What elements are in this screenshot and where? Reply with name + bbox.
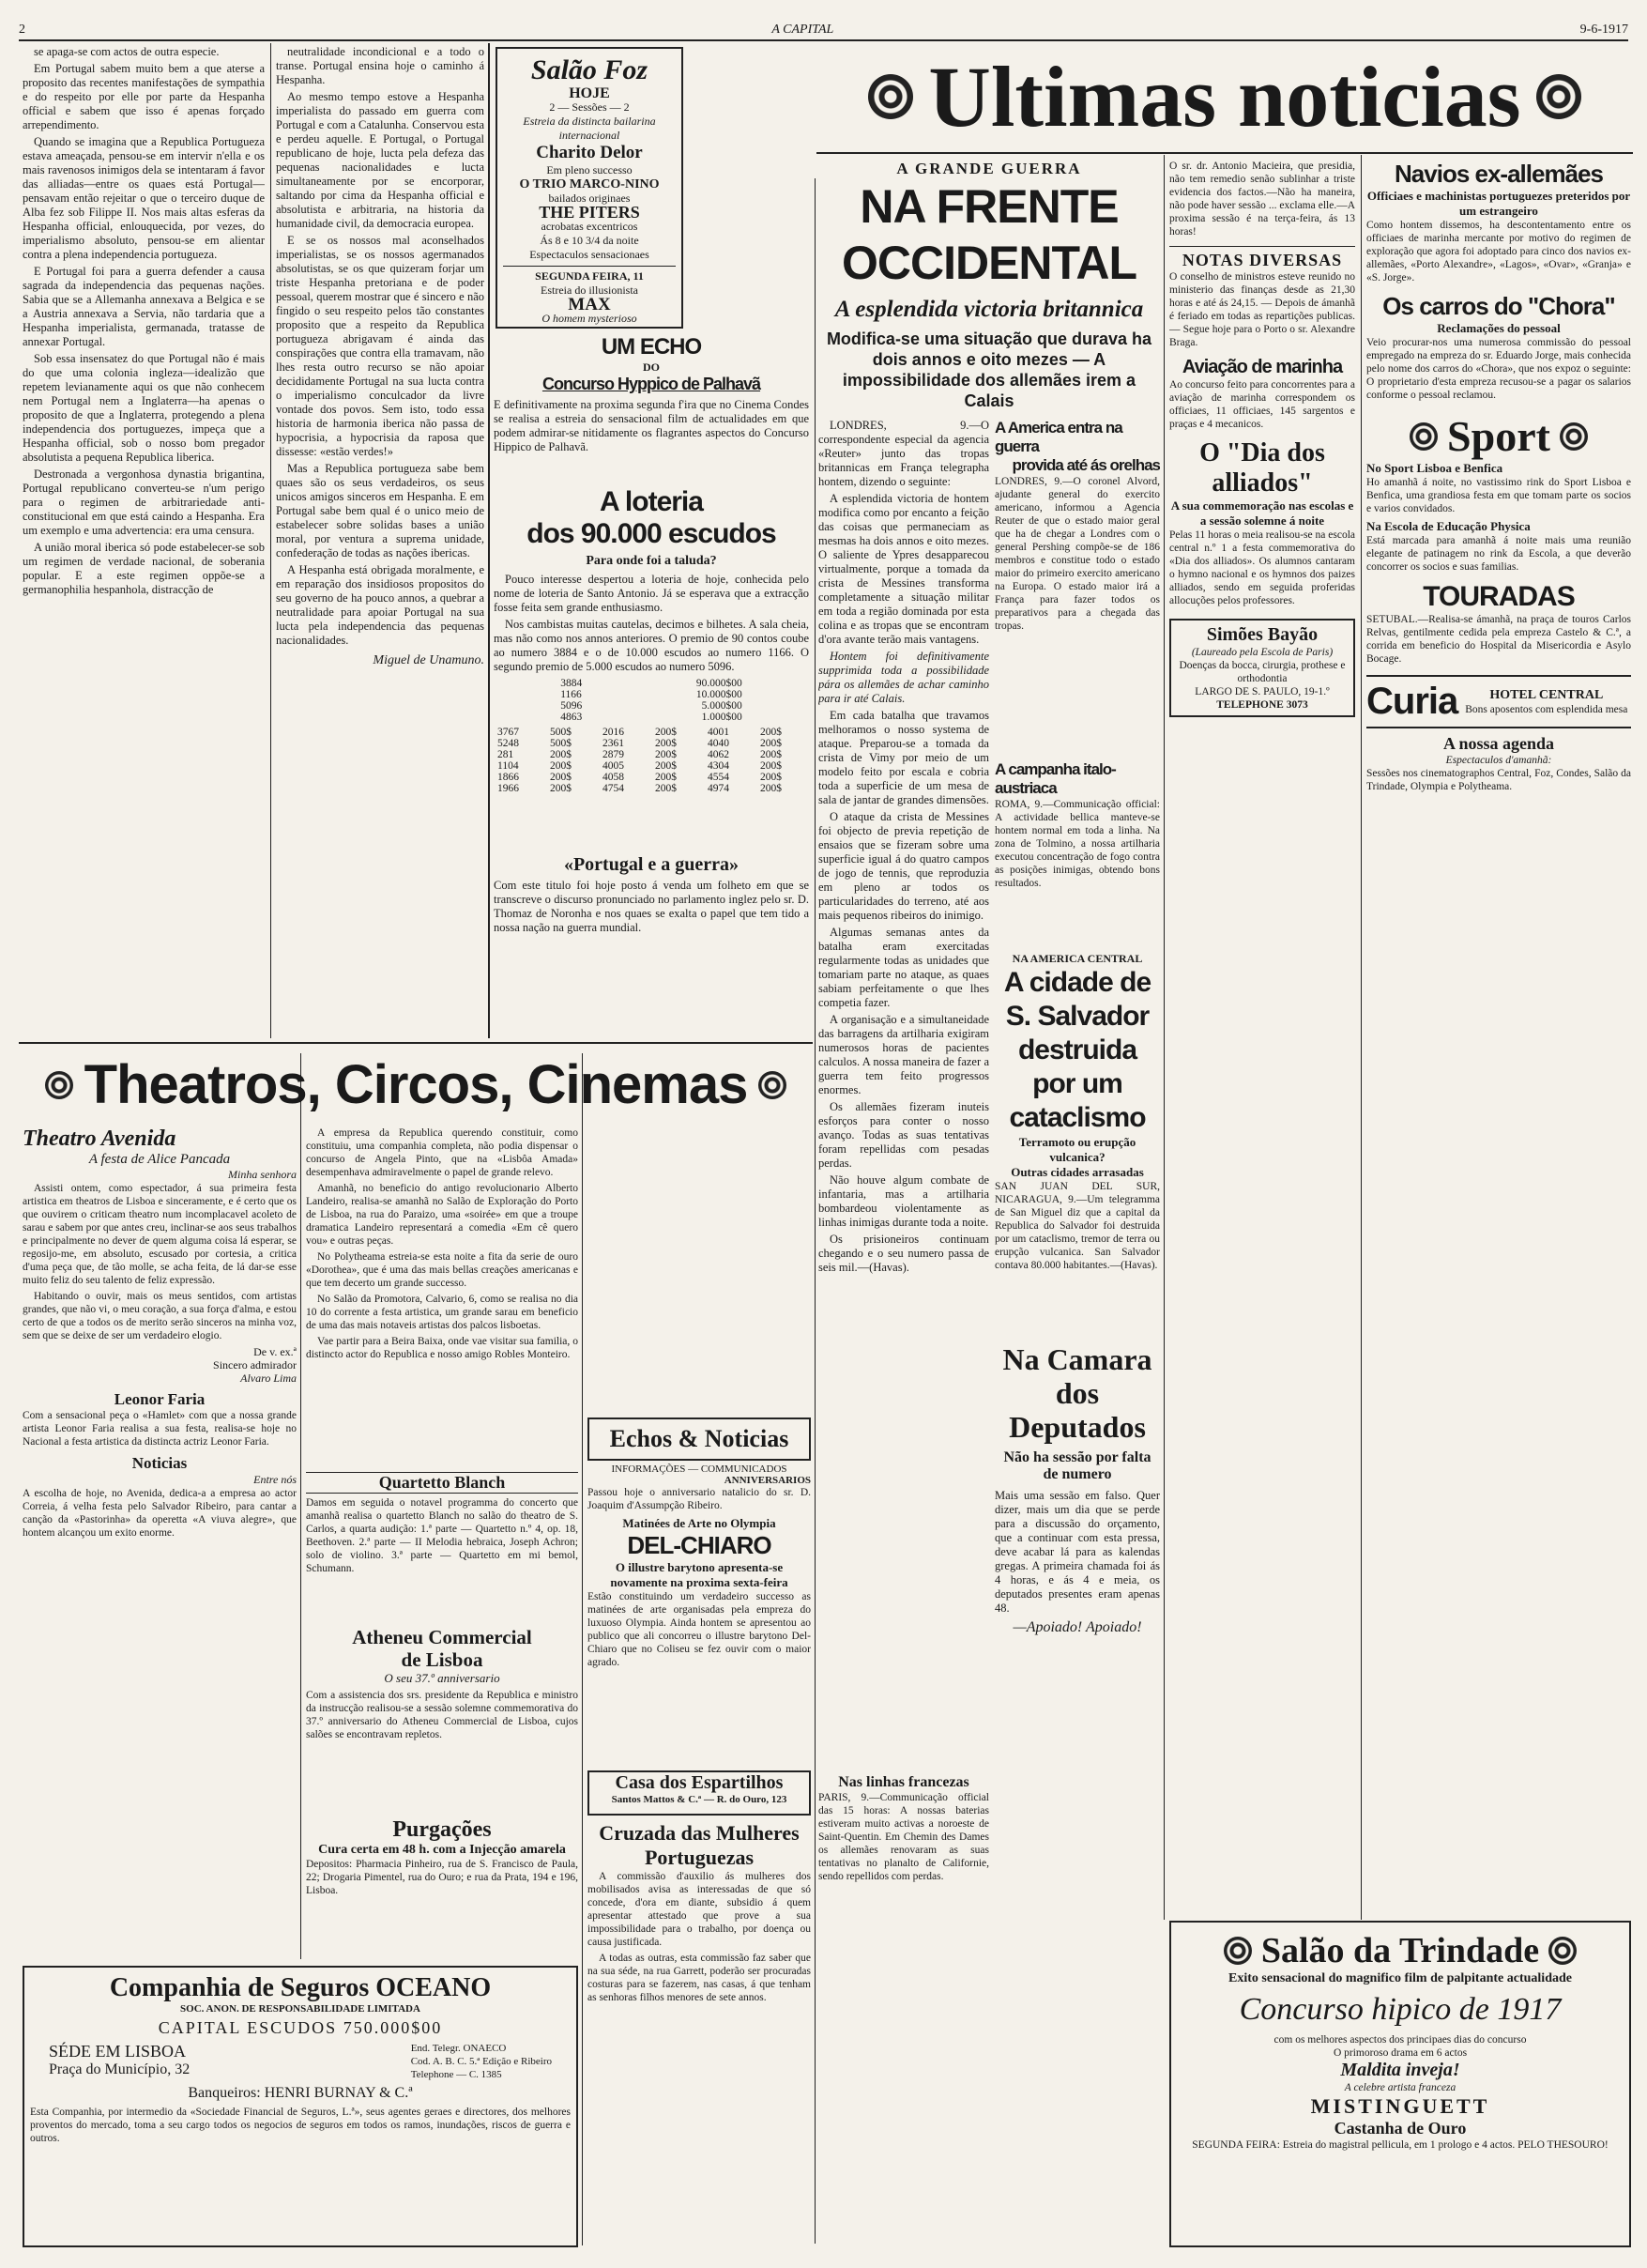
ecos-noticias	[587, 1418, 811, 1765]
article-body: LONDRES, 9.—O coronel Alvord, ajudante general do exercito americano, informou a Agencia Reuter de que o estado maior geral que ha de chegar a Londres com o general Pershing compõe-se de 186 membros e constitue todo o estado maior do primeiro exercito americano na Europa. O estado maior irá a França para fazer todos os preparativos para a chegada das tropas.	[995, 476, 1160, 632]
guerra-headline	[818, 160, 1160, 413]
article-body: SAN JUAN DEL SUR, NICARAGUA, 9.—Um telegramma de San Miguel diz que a capital da Republica do Salvador foi destruida por um cataclismo, tremor de terra ou erupção vulcanica. San Salvador contava 80.000 habitantes.—(Havas).	[995, 1181, 1160, 1271]
table-row	[557, 700, 746, 712]
paragraph: No Salão da Promotora, Calvario, 6, como se realisa no dia 10 do corrente a festa artistica, um grande sarau em beneficio de uma das mais notaveis artistas dos palcos lisboetas.	[306, 1294, 578, 1331]
paragraph: E Portugal foi para a guerra defender a causa sagrada da independencia das pequenas nações. Sabia que se a Allemanha annexava a Belgica e se a Austria annexava a Servia, não tardaria que a Hespanha imperialista, germanada, tratasse de annexar Portugal.	[23, 265, 265, 348]
headline: A GRANDE GUERRA	[896, 160, 1082, 177]
article-subtitle: Na Escola de Educação Physica	[1366, 519, 1531, 533]
article-body: Ho amanhã á noite, no vastissimo rink do Sport Lisboa e Benfica, uma grandiosa festa em que tomam parte os socios e varios convidados.	[1366, 477, 1631, 514]
ad-text: Depositos: Pharmacia Pinheiro, rua de S. Francisco de Paula, 22; Drogaria Pimentel, rua do Ouro; e rua da Prata, 194 e 196, Lisboa.	[306, 1859, 578, 1896]
oceano-ad	[23, 1966, 578, 2247]
ad-artist: O TRIO MARCO-NINO	[519, 177, 660, 192]
headline: NA FRENTE OCCIDENTAL	[841, 180, 1137, 289]
article-title: Theatro Avenida	[23, 1126, 176, 1151]
ad-text: Cod. A. B. C. 5.ª Edição e Ribeiro	[410, 2056, 552, 2067]
article-subtitle: Terramoto ou erupção vulcanica?	[1018, 1135, 1136, 1164]
ornament-icon	[1410, 422, 1438, 451]
lottery-main-table	[557, 678, 746, 723]
ad-text: com os melhores aspectos dos principaes dias do concurso	[1273, 2034, 1527, 2046]
paper-name: A CAPITAL	[771, 23, 834, 37]
article-title: Noticias	[131, 1454, 188, 1472]
ad-text: SÉDE EM LISBOA	[49, 2042, 187, 2061]
table-cell: 200$	[550, 783, 572, 794]
table-cell: 2879	[602, 749, 624, 760]
salutation: Minha senhora	[228, 1168, 297, 1181]
article-body: Damos em seguida o notavel programma do concerto que amanhã realisa o quartetto Blanch no salão do theatro de S. Carlos, a quarta audição: 1.ª parte — Quartetto n.º 4, op. 18, Beethoven. 2.ª parte — II Melodia hebraica, Joseph Achron; solo de violino. 3.ª parte — Quartetto em mi bemol, Schumann.	[306, 1497, 578, 1574]
table-cell: 4554	[708, 772, 729, 783]
ad-text: Estreia do illusionista	[541, 284, 638, 297]
article-body: Passou hoje o anniversario natalicio do sr. D. Joaquim d'Assumpção Ribeiro.	[587, 1487, 811, 1511]
ad-text: SOC. ANON. DE RESPONSABILIDADE LIMITADA	[180, 2003, 420, 2015]
article-body: Ao concurso feito para concorrentes para a aviação de marinha correspondem os officiaes, 11 officiaes, 145 sargentos e praças e 4 mecanicos.	[1169, 379, 1355, 430]
article-title: A loteria	[600, 486, 703, 517]
article-body: Veio procurar-nos uma numerosa commissão do pessoal empregado na empreza do sr. Eduardo Jorge, mais conhecida pelo nome dos carros do «Chora», que nos expoz o seguinte: O proprietario d'esta empreza recusou-se a pagar os salarios conforme o pessoal reclamou.	[1366, 337, 1631, 401]
article-subtitle: Outras cidades arrasadas	[1011, 1165, 1144, 1179]
paragraph: A commissão d'auxilio ás mulheres dos mobilisados avisa as interessadas de que só concede, d'ora em diante, subsidio á quem apresentar attestado que prove a sua impossibilidade para o trabalho, por doença ou causa justificada.	[587, 1871, 811, 1948]
ad-text: Exito sensacional do magnifico film de palpitante actualidade	[1228, 1971, 1572, 1985]
ad-artist: MISTINGUETT	[1310, 2094, 1490, 2118]
table-cell: 4863	[560, 712, 583, 723]
paragraph: Habitando o ouvir, mais os meus sentidos, com artistas grandes, que não vi, o meu coração, a sua força d'alma, e estou certo de que a todos os de merito serão sinceros na minha voz, sem que se deixe de ser um verdadeiro elogio.	[23, 1291, 297, 1341]
article-body: SETUBAL.—Realisa-se ámanhã, na praça de touros Carlos Relvas, gentilmente cedida pela empreza Castelo & C.ª, a corrida em beneficio do Hospital da Misericordia e Asylo Bocage.	[1366, 614, 1631, 665]
ornament-icon	[1536, 74, 1581, 119]
article-title: TOURADAS	[1423, 581, 1575, 612]
article-subtitle: O seu 37.º anniversario	[384, 1671, 500, 1685]
paragraph: Vae partir para a Beira Baixa, onde vae visitar sua familia, o distincto actor do Republica e nosso amigo Robles Monteiro.	[306, 1336, 578, 1360]
article-title: DO	[643, 360, 660, 374]
quartetto-article	[306, 1472, 578, 1622]
ad-artist: THE PITERS	[539, 203, 640, 222]
article-title: Portuguezas	[644, 1846, 755, 1869]
section-title: Sport	[1447, 412, 1550, 460]
table-cell: 1104	[497, 760, 519, 772]
headline-sub: Modifica-se uma situação que durava ha dois annos e oito mezes — A impossibilidade dos allemães irem a Calais	[826, 329, 1152, 410]
ad-text: LARGO DE S. PAULO, 19-1.º	[1195, 686, 1330, 697]
signature-line: Alvaro Lima	[240, 1372, 297, 1385]
ad-text: Ás 8 e 10 3/4 da noite	[540, 234, 639, 247]
ad-text: acrobatas excentricos	[541, 220, 638, 233]
page-number: 2	[19, 23, 25, 37]
theatros-notes	[306, 1126, 578, 1464]
ornament-icon	[1224, 1937, 1252, 1965]
italo-article	[995, 760, 1160, 948]
article-title: de Lisboa	[401, 1648, 483, 1671]
article-title: NOTAS DIVERSAS	[1169, 246, 1355, 270]
paragraph: Pouco interesse despertou a loteria de hoje, conhecida pelo nome de loteria de Santo Antonio. Já se esperava que a extracção fosse feita sem grande enthusiasmo.	[494, 573, 809, 614]
table-cell: 5096	[560, 700, 583, 712]
salvador-article	[995, 952, 1160, 1337]
article-subtitle: O illustre barytono apresenta-se novamente na proxima sexta-feira	[610, 1560, 788, 1589]
paragraph: Destronada a vergonhosa dynastia brigantina, Portugal republicano converteu-se n'um perigo para o regimen de arbitrariedade anti-constitucional em que está caindo a Hespanha. Era um exemplo e uma advertencia: era uma censura.	[23, 467, 265, 537]
ad-text: HOTEL CENTRAL	[1489, 687, 1604, 702]
signature-line: De v. ex.ª	[253, 1345, 297, 1358]
ad-title: Purgações	[392, 1817, 492, 1842]
ad-text: 2 — Sessões — 2	[549, 100, 630, 114]
article-body: Com a sensacional peça o «Hamlet» com que a nossa grande artista Leonor Faria realisa a sua festa, realisa-se hoje no Nacional a festa artistica da distincta actriz Leonor Faria.	[23, 1410, 297, 1448]
ad-text: A celebre artista franceza	[1344, 2082, 1456, 2093]
ad-text: SEGUNDA FEIRA: Estreia do magistral pellicula, em 1 prologo e 4 actos. PELO THESOURO!	[1192, 2139, 1609, 2151]
lottery-minor-table	[494, 727, 809, 794]
paragraph: Mas a Republica portugueza sabe bem quaes são os seus verdadeiros, os seus unicos amigos sinceros em Hespanha. E em Portugal sabe bem qual é o unico meio de estabelecer sobre solidas bases a união moral, por ventura a suprema unidade, confederação de todas as nações ibericas.	[276, 462, 484, 559]
section-title: Echos & Noticias	[587, 1418, 811, 1461]
article-body: Está marcada para amanhã á noite mais uma reunião elegante de patinagem no rink da Escola, a que deverão concorrer os socios e suas familias.	[1366, 535, 1631, 573]
paragraph: A todas as outras, esta commissão faz saber que na sua séde, na rua Garrett, poderão ser procuradas costuras para se fazerem, nas casas, á que tenham as senhoras filhos menores de sete annos.	[587, 1953, 811, 2003]
article-subtitle: Officiaes e machinistas portuguezes preteridos por um estrangeiro	[1366, 189, 1631, 218]
trindade-header	[1179, 1930, 1622, 1971]
article-title: provida até ás orelhas	[1012, 456, 1160, 474]
table-cell: 2361	[602, 738, 624, 749]
table-cell: 5248	[497, 738, 519, 749]
paragraph: A Hespanha está obrigada moralmente, e em reparação dos insidiosos propositos do seu governo de ha pouco annos, a quebrar a neutralidade para apoiar Portugal na sua lucta pela independencia das pequenas nacionalidades.	[276, 563, 484, 647]
signature-line: Sincero admirador	[213, 1358, 297, 1372]
ad-hoje: HOJE	[569, 85, 610, 101]
column-rule	[1361, 155, 1362, 1920]
article-body: ROMA, 9.—Communicação official: A actividade bellica manteve-se hontem normal em toda a linha. Na zona de Tolmino, a nossa artilharia executou concentração de fogo contra as posições inimigas, obtendo bons resultados.	[995, 799, 1160, 889]
ad-text: Cura certa em 48 h. com a Injecção amarela	[318, 1843, 566, 1857]
ad-text: SEGUNDA FEIRA, 11	[503, 266, 676, 284]
camara-article	[995, 1342, 1160, 2244]
article-title: ANNIVERSARIOS	[724, 1475, 811, 1486]
article-title: Na Camara	[1002, 1342, 1152, 1376]
table-cell: 200$	[550, 749, 572, 760]
paragraph: A esplendida victoria de hontem modifica como por encanto a feição das coisas que permaneciam as mesmas ha dois annos e oito mezes. O saliente de Ypres desapparecou virtualmente, porque a tomada da crista de Messines transforma completamente a situação militar em toda a região dominada por esta colina e as tropas que se encontram d'ora avante terão mais vantagens.	[818, 492, 989, 646]
table-cell: 4001	[708, 727, 729, 738]
column-rule	[1164, 155, 1165, 1920]
table-cell: 1166	[560, 689, 582, 700]
article-title: Atheneu Commercial	[352, 1626, 532, 1648]
atheneu-article	[306, 1626, 578, 1814]
table-cell: 3767	[497, 727, 519, 738]
article-title: DEL-CHIARO	[627, 1531, 771, 1559]
article-subtitle: A sua commemoração nas escolas e a sessão solemne á noite	[1170, 498, 1354, 528]
paragraph: se apaga-se com actos de outra especie.	[34, 45, 220, 58]
ad-title: Salão da Trindade	[1260, 1931, 1540, 1970]
ad-text: Bons aposentos com esplendida mesa	[1465, 703, 1628, 715]
table-cell: 200$	[760, 783, 782, 794]
table-row	[557, 689, 746, 700]
article-title: Aviação de marinha	[1182, 357, 1343, 377]
paragraph: E se os nossos mal aconselhados imperialistas, se os nossos agermanados absolutistas, se os que quizeram forjar um triste Hespanha pretoriana e de poder pessoal, querem mostrar que é sincero e não fingido o seu respeito pelos tão constantes proposito que a respeito da Republica portugueza abrigavam é ainda das conspirações que contra ella tramavam, não lhes resta outro recurso se não apoiar decididamente Portugal na sua lucta contra o imperialismo conculcador da livre vontade dos povos. Sem isto, todo essa historia de harmonia iberica não passa de hypocrisia, a hypocrisia da raposa que dissesse: «estão verdes!»	[276, 234, 484, 458]
article-title: Os carros do "Chora"	[1382, 292, 1615, 320]
page-header	[19, 21, 1628, 41]
section-title: Theatros, Circos, Cinemas	[84, 1054, 748, 1115]
table-cell: 5.000$00	[701, 700, 742, 712]
article-body: Mais uma sessão em falso. Quer dizer, mais um dia que se perde para a discussão do orçamento, que a continuar com esta pressa, deve acabar lá para as kalendas gregas. A primeira chamada foi ás 4 horas, e ás 4 e meia, os deputados presentes eram apenas 48.	[995, 1489, 1160, 1615]
table-cell: 200$	[655, 760, 677, 772]
article-subtitle: Entre nós	[253, 1473, 297, 1486]
article-subtitle: Reclamações do pessoal	[1437, 321, 1561, 335]
ad-text: CAPITAL ESCUDOS 750.000$00	[158, 2018, 443, 2037]
theatro-avenida-article	[23, 1126, 297, 1971]
table-row	[557, 712, 746, 723]
ad-text: TELEPHONE 3073	[1216, 699, 1308, 711]
trindade-ad	[1169, 1921, 1631, 2247]
paragraph: LONDRES, 9.—O correspondente especial da agencia «Reuter» junto das tropas britannicas em França telegrapha hontem, dizendo o seguinte:	[818, 419, 989, 488]
ornament-icon	[1560, 422, 1588, 451]
article-title: A cidade de S. Salvador destruida por um cataclismo	[1003, 967, 1151, 1133]
paragraph: Amanhã, no beneficio do antigo revolucionario Alberto Landeiro, realisa-se amanhã no Salão de Exploração do Porto de Lisboa, na rua do Paraizo, uma «soirée» em que a troupe dramatica Landeiro representará a comedia «Em cê quero vou» e outras peças.	[306, 1183, 578, 1247]
paragraph: Ao mesmo tempo estove a Hespanha imperialista do passado em guerra com Portugal e com a Catalunha. Conservou esta e perdeu aquelle. E Portugal, o Portugal republicano de hoje, lucta pela defeza das pequenas nacionalidades e lucta simultaneamente por se encorporar, saltando por cima da Hespanha official e absolutista e arbitraria, na historia da humanidade civil, da democracia europea.	[276, 90, 484, 230]
ad-title: Curia	[1366, 681, 1458, 722]
article-subtitle: Não ha sessão por falta de numero	[1003, 1449, 1151, 1482]
theatros-header	[19, 1048, 813, 1123]
table-cell: 200$	[655, 772, 677, 783]
portugal-guerra-article	[494, 854, 809, 1038]
ad-text: bailados originaes	[548, 192, 631, 205]
paragraph: No Polytheama estreia-se esta noite a fita da serie de ouro «Dorothea», que é uma das mais bellas creações americanas e que tem decerto um grande successo.	[306, 1251, 578, 1289]
ornament-icon	[45, 1071, 73, 1099]
author-signature: Miguel de Unamuno.	[373, 653, 484, 667]
table-cell: 1866	[497, 772, 519, 783]
article-title: Quartetto Blanch	[306, 1472, 578, 1494]
table-cell: 10.000$00	[695, 689, 742, 700]
article-body: E definitivamente na proxima segunda f'ira que no Cinema Condes se realisa a estreia do sensacional film de actualidades em que podem admirar-se nitidamente os flagrantes aspectos do Concurso Hippico de Palhavã.	[494, 398, 809, 453]
ad-text: Doenças da bocca, cirurgia, prothese e orthodontia	[1179, 660, 1346, 684]
article-body: Sessões nos cinematographos Central, Foz, Condes, Salão da Trindade, Olympia e Polytheama.	[1366, 768, 1631, 792]
ad-text: Praça do Município, 32	[49, 2061, 191, 2077]
table-row	[494, 772, 809, 783]
table-cell: 500$	[550, 727, 572, 738]
purgacoes-ad	[306, 1817, 578, 1930]
table-cell: 1966	[497, 783, 519, 794]
table-cell: 200$	[760, 727, 782, 738]
america-article	[995, 419, 1160, 757]
table-cell: 200$	[655, 749, 677, 760]
article-title: A nossa agenda	[1442, 734, 1555, 753]
ad-artist: Charito Delor	[536, 143, 643, 162]
column-rule	[815, 178, 816, 2244]
column-rule	[270, 43, 271, 1038]
article-body: PARIS, 9.—Communicação official das 15 horas: A nossas baterias estiveram muito activas a noroeste de Saint-Quentin. Em Chemin des Dames os allemães renovaram as suas tentativas no planalto de Californie, sendo repellidos com perdas.	[818, 1792, 989, 1882]
guerra-body	[818, 419, 989, 1770]
loteria-article	[494, 486, 809, 850]
linhas-francezas-article	[818, 1774, 989, 2244]
table-cell: 4040	[708, 738, 729, 749]
table-cell: 1.000$00	[701, 712, 742, 723]
table-cell: 500$	[550, 738, 572, 749]
table-row	[494, 783, 809, 794]
paragraph: Sob essa insensatez do que Portugal não é mais do que uma colonia ingleza—idealizão que repetem levianamente aqui os que não conhecem nem Portugal nem a Inglaterra—ha apenas o proposito de que a Inglaterra, protegendo a plena independencia dos portuguezes, impeça que a Hespanha official, sob o nosso bom pregador absolutista a pequena Republica liberica.	[23, 352, 265, 464]
ad-text: Estreia da distincta bailarina internacional	[523, 115, 656, 142]
paragraph: O ataque da crista de Messines foi objecto de previa repetição de ensaios que se fizeram sobre uma superficie igual á do quatro campos de jogo de tennis, que reproduzia em pleno ar todos os particularidades do terreno, até aos mais pequenos ribeiros do inimigo.	[818, 810, 989, 922]
ad-text: Telephone — C. 1385	[410, 2069, 502, 2080]
article-title: O "Dia dos alliados"	[1199, 438, 1325, 498]
ad-title: Companhia de Seguros OCEANO	[109, 1973, 492, 2002]
table-cell: 4974	[708, 783, 729, 794]
um-echo-article	[494, 334, 809, 484]
paragraph: A organisação e a simultaneidade das barragens da artilharia exigiram numerosos horas de pacientes calculos. A nossa maneira de fazer a guerra tem feito progressos enormes.	[818, 1013, 989, 1096]
article-body: Como hontem dissemos, ha descontentamento entre os officiaes de marinha mercante por motivo do regimen de exploração que agora foi adoptado para cinco dos navios ex-allemães, «Porto Alexandre», «Lagos», «Ovar», «Granja» e «S. Jorge».	[1366, 220, 1631, 284]
paragraph: Quando se imagina que a Republica Portugueza estava ameaçada, pensou-se em intervir n'ella e os mais ravenosos inimigos dela se intentaram á favor das alliadas—entre os quaes está Portugal—pensavam então rejeitar o que o terceiro duque de Alba fez sob Filippe II. Nos mais altas esferas da Hespanha official, enlouquecida, por vezes, do imperialismo absoluto, pensou-se em alientar contra a plena independencia portugueza.	[23, 135, 265, 261]
ad-film: Maldita inveja!	[1340, 2060, 1460, 2080]
ad-artist: MAX	[568, 295, 611, 314]
article-hespanha-col2	[276, 45, 484, 1038]
ornament-icon	[1548, 1937, 1577, 1965]
article-title: Matinées de Arte no Olympia	[622, 1516, 776, 1530]
ultimas-header	[816, 41, 1633, 154]
cruzada-article	[587, 1821, 811, 2244]
article-title: A America entra na guerra	[995, 419, 1122, 455]
paragraph: Algumas semanas antes da batalha eram exercitadas regularmente todas as unidades que tomariam parte no ataque, as quaes sabiam perfeitamente o que lhes competia fazer.	[818, 926, 989, 1009]
table-cell: 4304	[708, 760, 729, 772]
table-cell: 200$	[760, 772, 782, 783]
article-body: Com a assistencia dos srs. presidente da Republica e ministro da instrucção realisou-se a sessão solemne commemorativa do 37.º anniversario do Atheneu Commercial de Lisboa, cujos salões se encontravam repletos.	[306, 1690, 578, 1740]
paragraph: Em Portugal sabem muito bem a que aterse a proposito das recentes manifestações de sympathia e do respeito por elle por parte da Hespanha official e sabem que isso é apenas forçado arrependimento.	[23, 62, 265, 131]
article-title: A campanha italo-austriaca	[995, 760, 1116, 797]
article-body: Pelas 11 horas o meia realisou-se na escola central n.º 1 a festa commemorativa do «Dia dos alliados». Os alumnos cantaram o hymno nacional e os hymnos dos paizes alliados, sendo em seguida proferidas allocuções pelos professores.	[1169, 529, 1355, 606]
table-cell: 4062	[708, 749, 729, 760]
table-cell: 3884	[560, 678, 583, 689]
table-row	[494, 738, 809, 749]
paragraph: Não houve algum combate de infantaria, mas a artilharia bombardeou violentamente as linhas inimigas durante toda a noite.	[818, 1173, 989, 1229]
table-row	[494, 727, 809, 738]
ad-title: Simões Bayão	[1206, 624, 1319, 645]
table-cell: 200$	[760, 738, 782, 749]
sport-header	[1366, 411, 1631, 461]
ad-title: Salão Foz	[530, 54, 648, 85]
paragraph: Assisti ontem, como espectador, á sua primeira festa artistica em theatros de Lisboa e sinceramente, e é certo que os que ouvirem o criticam theatro num incomplacavel acoleto de sarau e sabem por que antes creu, inclinar-se aos seus trabalhos e principalmente no dever de quem alguma coisa lá esperar, se regosijo-me, em absoluto, escusado por cortesia, a critica d'uma peça que, de tão molle, se acha feita, de lá dar-se esse muito feliz do seu talento de feliz expressão.	[23, 1183, 297, 1286]
article-body: Com este titulo foi hoje posto á venda um folheto em que se transcreve o discurso pronunciado no parlamento inglez pelo sr. D. Thomaz de Noronha e nos quaes se exalta o papel que tem tido a nossa nação na guerra mundial.	[494, 879, 809, 934]
paragraph: A empresa da Republica querendo constituir, como constituiu, uma companhia completa, não podia dispensar o concurso de Angela Pinto, que na «Lisbôa Amada» desempenhava admiravelmente o papel de grande relevo.	[306, 1127, 578, 1178]
table-row	[494, 749, 809, 760]
article-title: Leonor Faria	[114, 1390, 206, 1408]
article-title: UM ECHO	[601, 334, 702, 360]
ad-text: Esta Companhia, por intermedio da «Sociedade Financial de Seguros, L.ª», seus agentes geraes e directores, dos melhores proventos do mercado, toma a seu cargo todos os negocios de seguros em todos os ramos, inundações, riscos de guerra e outros.	[30, 2107, 571, 2144]
section-rule	[19, 1042, 813, 1044]
table-cell: 200$	[550, 772, 572, 783]
col6-articles	[1366, 160, 1631, 1915]
section-subtitle: INFORMAÇÕES — COMMUNICADOS	[611, 1463, 787, 1475]
ad-text: Espectaculos sensacionaes	[529, 248, 649, 261]
table-cell: 90.000$00	[695, 678, 742, 689]
table-cell: 2016	[602, 727, 624, 738]
paragraph: neutralidade incondicional e a todo o transe. Portugal ensina hoje o caminho á Hespanha.	[276, 45, 484, 86]
article-subtitle: Para onde foi a taluda?	[586, 554, 717, 568]
table-cell: 200$	[760, 760, 782, 772]
ad-text: O primoroso drama em 6 actos	[1333, 2047, 1468, 2059]
article-subtitle: Espectaculos d'amanhã:	[1445, 755, 1552, 766]
table-cell: 200$	[655, 738, 677, 749]
article-title: Navios ex-allemães	[1395, 160, 1603, 188]
table-row	[494, 760, 809, 772]
table-cell: 200$	[760, 749, 782, 760]
espartilhos-ad	[587, 1770, 811, 1816]
article-subtitle: No Sport Lisboa e Benfica	[1366, 461, 1503, 475]
headline-sub: A esplendida victoria britannica	[834, 297, 1144, 322]
ornament-icon	[868, 74, 913, 119]
article-hespanha-col1	[23, 45, 265, 1038]
ad-film: Castanha de Ouro	[1334, 2119, 1467, 2138]
column-rule	[488, 43, 490, 1038]
paragraph: A união moral iberica só pode estabelecer-se sob um regimen de verdade nacional, de soberania popular. E a este regimen oppõe-se a germanophilia hespanhola, distracção de	[23, 541, 265, 596]
paragraph: Nos cambistas muitas cautelas, decimos e bilhetes. A sala cheia, mas não como nos annos anteriores. O premio de 90 contos coube ao numero 3884 e o de 10.000 escudos ao numero 1166. O segundo premio de 5.000 escudos ao numero 5096.	[494, 618, 809, 673]
paragraph: Os prisioneiros continuam chegando e o seu numero passa de seis mil.—(Havas).	[818, 1233, 989, 1274]
article-body: —Apoiado! Apoiado!	[1013, 1619, 1142, 1635]
table-cell: 200$	[655, 783, 677, 794]
table-cell: 4058	[602, 772, 624, 783]
table-cell: 4005	[602, 760, 624, 772]
ad-text: O homem mysterioso	[541, 312, 637, 325]
ornament-icon	[758, 1071, 786, 1099]
section-label: NA AMERICA CENTRAL	[1012, 952, 1143, 965]
column-rule	[300, 1053, 301, 1959]
ad-text: End. Telegr. ONAECO	[410, 2043, 507, 2054]
article-title: «Portugal e a guerra»	[563, 854, 740, 875]
table-cell: 4754	[602, 783, 624, 794]
salao-foz-ad	[496, 47, 683, 329]
table-row	[557, 678, 746, 689]
table-cell: 200$	[550, 760, 572, 772]
curia-ad	[1366, 675, 1631, 728]
article-body: A escolha de hoje, no Avenida, dedica-a a empresa ao actor Correia, á velha festa pelo Salvador Ribeiro, para cantar a canção da «Pastorinha» da operetta «A viuva alegre», que hontem alcançou um exito enorme.	[23, 1488, 297, 1539]
ad-film: Concurso hipico de 1917	[1239, 1992, 1562, 2027]
article-body: O sr. dr. Antonio Macieira, que presidia, não tem remedio senão sublinhar a triste evidencia dos factos.—Não ha maneira, não pode haver sessão ... exclama elle.—A proxima sessão é na terça-feira, ás 13 horas!	[1169, 161, 1355, 238]
paragraph: Os allemães fizeram inuteis esforços para conter o nosso avanço. Todas as suas tentativas foram repellidas com pesadas perdas.	[818, 1100, 989, 1170]
ad-text: Em pleno successo	[546, 163, 633, 176]
article-body: Estão constituindo um verdadeiro successo as matinées de arte organisadas pela empreza do luxuoso Olympia. Ainda hontem se apresentou ao publico que ali concorreu o illustre barytono Del-Chiaro que no Coliseu se fez ouvir com o maior agrado.	[587, 1591, 811, 1668]
article-title: dos Deputados	[1009, 1376, 1146, 1444]
col5-articles	[1169, 160, 1355, 1915]
article-subtitle: Concurso Hyppico de Palhavã	[541, 375, 761, 393]
ad-text: (Laureado pela Escola de Paris)	[1191, 647, 1334, 658]
paragraph: Em cada batalha que travamos melhoramos o nosso systema de ataque. Preparou-se a tomada da crista de Vimy por meio de um modelo feito por escala e cobria toda a superficie de um mesa de sala de jantar de grandes dimensões.	[818, 709, 989, 806]
simoes-ad	[1169, 619, 1355, 717]
article-title: Nas linhas francezas	[838, 1774, 969, 1790]
table-cell: 200$	[655, 727, 677, 738]
ad-text: Santos Mattos & C.ª — R. do Ouro, 123	[611, 1794, 787, 1805]
column-rule	[582, 1053, 583, 2245]
article-body: O conselho de ministros esteve reunido no ministerio das finanças desde as 21,30 horas e até ás 24,15. — Depois de ámanhã é feriado em todas as repartições publicas. — Segue hoje para o Porto o sr. Alexandre Braga.	[1169, 271, 1355, 348]
section-title: Ultimas noticias	[928, 49, 1521, 145]
article-title: dos 90.000 escudos	[526, 518, 776, 549]
issue-date: 9-6-1917	[1579, 23, 1628, 37]
table-cell: 281	[497, 749, 514, 760]
paragraph: Hontem foi definitivamente supprimida toda a possibilidade pára os allemães de achar caminho para ir até Calais.	[818, 650, 989, 705]
article-title: Cruzada das Mulheres	[599, 1821, 800, 1845]
ad-title: Casa dos Espartilhos	[615, 1772, 784, 1793]
ad-text: Banqueiros: HENRI BURNAY & C.ª	[188, 2085, 413, 2101]
article-subtitle: A festa de Alice Pancada	[88, 1152, 231, 1167]
